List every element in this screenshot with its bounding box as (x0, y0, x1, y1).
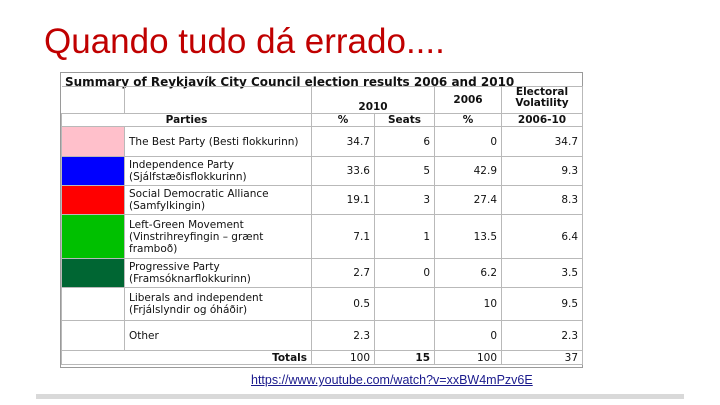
header-pct-2010: % (312, 114, 375, 127)
party-name: The Best Party (Besti flokkurinn) (125, 127, 312, 157)
totals-seats-2010: 15 (375, 351, 435, 365)
header-year-2010: 2010 (312, 87, 435, 114)
volatility-cell: 6.4 (502, 215, 583, 259)
pct-2010-cell: 19.1 (312, 186, 375, 215)
pct-2010-cell: 33.6 (312, 157, 375, 186)
seats-2010-cell (375, 321, 435, 351)
party-name: Progressive Party (Framsóknarflokkurinn) (125, 259, 312, 288)
header-seats-2010: Seats (375, 114, 435, 127)
seats-2010-cell: 3 (375, 186, 435, 215)
seats-2010-cell: 6 (375, 127, 435, 157)
header-pct-2006: % (435, 114, 502, 127)
party-color-swatch (62, 321, 125, 351)
table-title: Summary of Reykjavík City Council election results 2006 and 2010 (65, 75, 515, 89)
pct-2010-cell: 34.7 (312, 127, 375, 157)
table-row (62, 127, 583, 157)
party-color-swatch (62, 186, 125, 215)
table-row (62, 215, 583, 259)
pct-2006-cell: 10 (435, 288, 502, 321)
pct-2006-cell: 0 (435, 127, 502, 157)
header-row-years (62, 87, 583, 114)
pct-2006-cell: 0 (435, 321, 502, 351)
volatility-cell: 9.5 (502, 288, 583, 321)
pct-2010-cell: 2.7 (312, 259, 375, 288)
results-table (61, 86, 583, 365)
party-color-swatch (62, 127, 125, 157)
party-color-swatch (62, 157, 125, 186)
party-color-swatch (62, 288, 125, 321)
seats-2010-cell (375, 288, 435, 321)
volatility-cell: 9.3 (502, 157, 583, 186)
party-name: Social Democratic Alliance (Samfylkingin) (125, 186, 312, 215)
slide-title: Quando tudo dá errado.... (44, 22, 445, 61)
totals-label: Totals (62, 351, 312, 365)
seats-2010-cell: 5 (375, 157, 435, 186)
party-name: Left-Green Movement (Vinstrihreyfingin – grænt framboð) (125, 215, 312, 259)
totals-volatility: 37 (502, 351, 583, 365)
table-row (62, 186, 583, 215)
table-row (62, 321, 583, 351)
footer-bar (36, 394, 684, 399)
volatility-cell: 8.3 (502, 186, 583, 215)
header-period: 2006-10 (502, 114, 583, 127)
video-link[interactable]: https://www.youtube.com/watch?v=xxBW4mPzv6E (251, 373, 533, 387)
totals-pct-2010: 100 (312, 351, 375, 365)
header-year-2006: 2006 (435, 87, 502, 114)
pct-2010-cell: 7.1 (312, 215, 375, 259)
volatility-cell: 3.5 (502, 259, 583, 288)
election-results-table-image (60, 72, 583, 368)
volatility-cell: 2.3 (502, 321, 583, 351)
volatility-header: Electoral Volatility (515, 86, 569, 109)
totals-pct-2006: 100 (435, 351, 502, 365)
header-parties: Parties (62, 114, 312, 127)
pct-2010-cell: 0.5 (312, 288, 375, 321)
party-rows (62, 127, 583, 351)
pct-2010-cell: 2.3 (312, 321, 375, 351)
party-name: Other (125, 321, 312, 351)
volatility-cell: 34.7 (502, 127, 583, 157)
header-row-columns (62, 114, 583, 127)
pct-2006-cell: 6.2 (435, 259, 502, 288)
table-row (62, 259, 583, 288)
party-name: Independence Party (Sjálfstæðisflokkurinn) (125, 157, 312, 186)
party-color-swatch (62, 215, 125, 259)
seats-2010-cell: 0 (375, 259, 435, 288)
party-name: Liberals and independent (Frjálslyndir og óháðir) (125, 288, 312, 321)
party-color-swatch (62, 259, 125, 288)
pct-2006-cell: 13.5 (435, 215, 502, 259)
table-row (62, 157, 583, 186)
pct-2006-cell: 42.9 (435, 157, 502, 186)
pct-2006-cell: 27.4 (435, 186, 502, 215)
seats-2010-cell: 1 (375, 215, 435, 259)
table-row (62, 288, 583, 321)
totals-row (62, 351, 583, 365)
